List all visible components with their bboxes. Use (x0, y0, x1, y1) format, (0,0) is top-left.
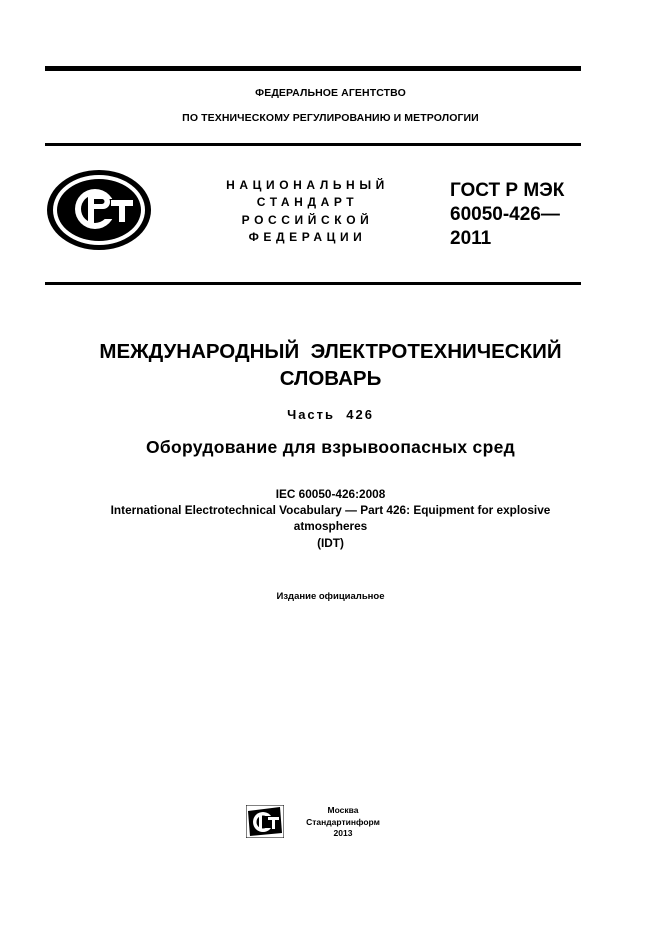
main-title (0, 338, 661, 392)
edition-label: Издание официальное (276, 591, 385, 602)
code-line-1: ГОСТ Р МЭК (450, 180, 565, 201)
subtitle: Оборудование для взрывоопасных сред (145, 437, 516, 457)
code-line-3: 2011 (450, 228, 492, 249)
national-standard-label (205, 177, 410, 246)
title-line-2: СЛОВАРЬ (279, 367, 382, 390)
national-line-3: РОССИЙСКОЙ (241, 212, 374, 227)
block-rule (45, 282, 581, 285)
agency-line-1: ФЕДЕРАЛЬНОЕ АГЕНТСТВО (255, 87, 406, 99)
national-line-4: ФЕДЕРАЦИИ (248, 229, 367, 244)
agency-line-2: ПО ТЕХНИЧЕСКОМУ РЕГУЛИРОВАНИЮ И МЕТРОЛОГИИ (182, 112, 479, 124)
iec-name-line-2: atmospheres (293, 519, 368, 534)
iec-reference (0, 486, 661, 551)
publisher-year: 2013 (333, 828, 353, 838)
title-line-1: МЕЖДУНАРОДНЫЙ ЭЛЕКТРОТЕХНИЧЕСКИЙ (99, 340, 562, 363)
publisher-info (298, 805, 388, 840)
national-line-2: СТАНДАРТ (256, 195, 359, 210)
national-line-1: НАЦИОНАЛЬНЫЙ (226, 178, 389, 192)
part-label: Часть 426 (287, 407, 374, 422)
code-line-2: 60050-426— (450, 204, 560, 225)
standartinform-logo-icon (246, 805, 284, 838)
top-rule (45, 66, 581, 71)
publisher-name: Стандартинформ (306, 816, 380, 827)
publisher-city: Москва (327, 805, 359, 815)
iec-ref: IEC 60050-426:2008 (275, 487, 386, 501)
standard-code (450, 179, 590, 251)
header-rule (45, 143, 581, 146)
iec-name-line-1: International Electrotechnical Vocabulary — Part 426: Equipment for explosive (110, 503, 551, 518)
gost-r-logo-icon (45, 168, 153, 252)
iec-idt: (IDT) (317, 535, 344, 550)
